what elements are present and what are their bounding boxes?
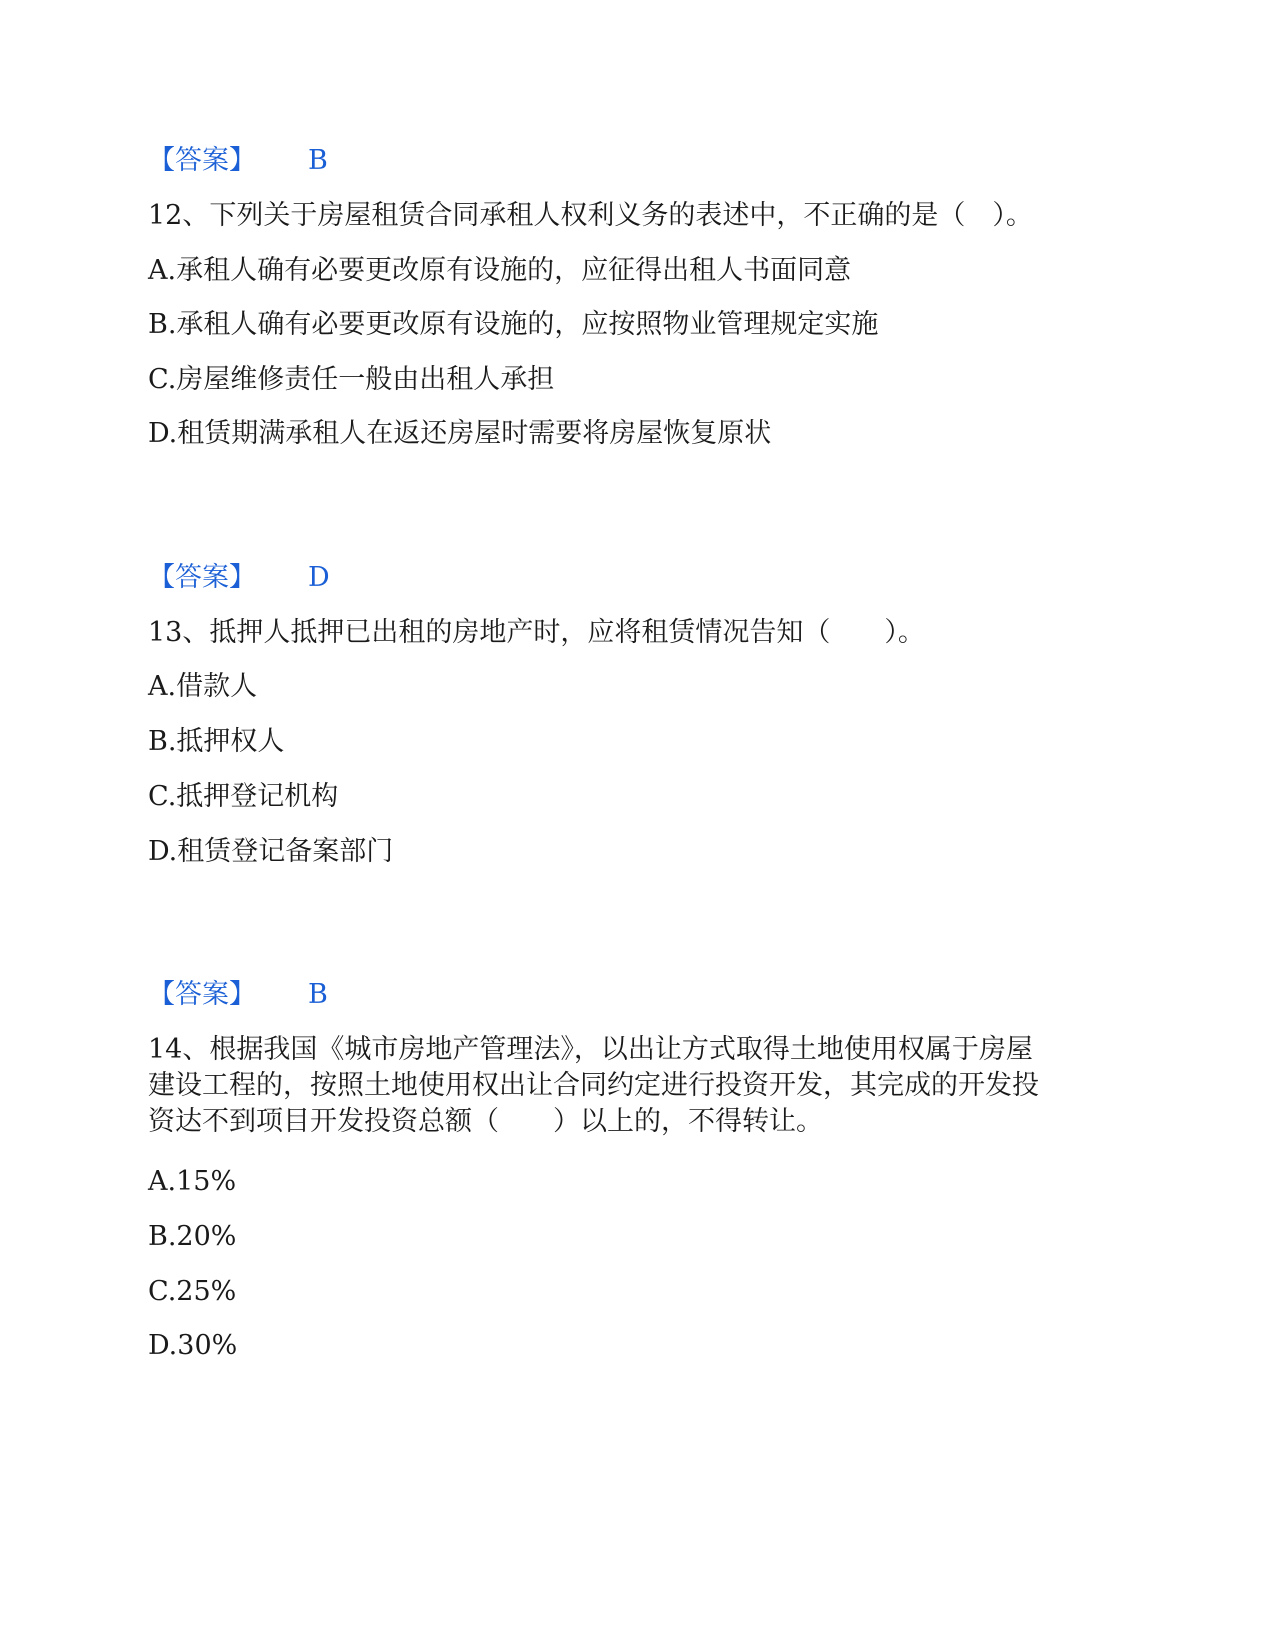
answer-line-q12 [148,560,1128,596]
option-c: C.房屋维修责任一般由出租人承担 [148,364,555,395]
option-b: B.20% [148,1221,237,1252]
option-d: D.租赁登记备案部门 [148,836,394,867]
answer-label: 【答案】 [148,979,256,1010]
question-stem-14-line-1: 14、根据我国《城市房地产管理法》，以出让方式取得土地使用权属于房屋 [148,1034,1033,1065]
option-c: C.25% [148,1276,237,1307]
option-c: C.抵押登记机构 [148,781,339,812]
answer-value: D [308,562,330,593]
answer-label: 【答案】 [148,145,256,176]
option-b: B.承租人确有必要更改原有设施的，应按照物业管理规定实施 [148,309,879,340]
option-a: A.承租人确有必要更改原有设施的，应征得出租人书面同意 [148,255,852,286]
option-a: A.15% [148,1166,237,1197]
answer-line-q13 [148,977,1128,1013]
answer-value: B [308,145,328,176]
answer-value: B [308,979,328,1010]
question-stem-13: 13、抵押人抵押已出租的房地产时，应将租赁情况告知（ ）。 [148,617,925,648]
question-stem-12: 12、下列关于房屋租赁合同承租人权利义务的表述中，不正确的是（ ）。 [148,200,1033,231]
answer-label: 【答案】 [148,562,256,593]
option-a: A.借款人 [148,671,258,702]
question-stem-14-line-2: 建设工程的，按照土地使用权出让合同约定进行投资开发，其完成的开发投 [148,1070,1039,1101]
option-d: D.30% [148,1330,238,1361]
option-b: B.抵押权人 [148,726,285,757]
answer-line-q11 [148,143,1128,179]
option-d: D.租赁期满承租人在返还房屋时需要将房屋恢复原状 [148,418,772,449]
question-stem-14-line-3: 资达不到项目开发投资总额（ ）以上的，不得转让。 [148,1106,823,1137]
